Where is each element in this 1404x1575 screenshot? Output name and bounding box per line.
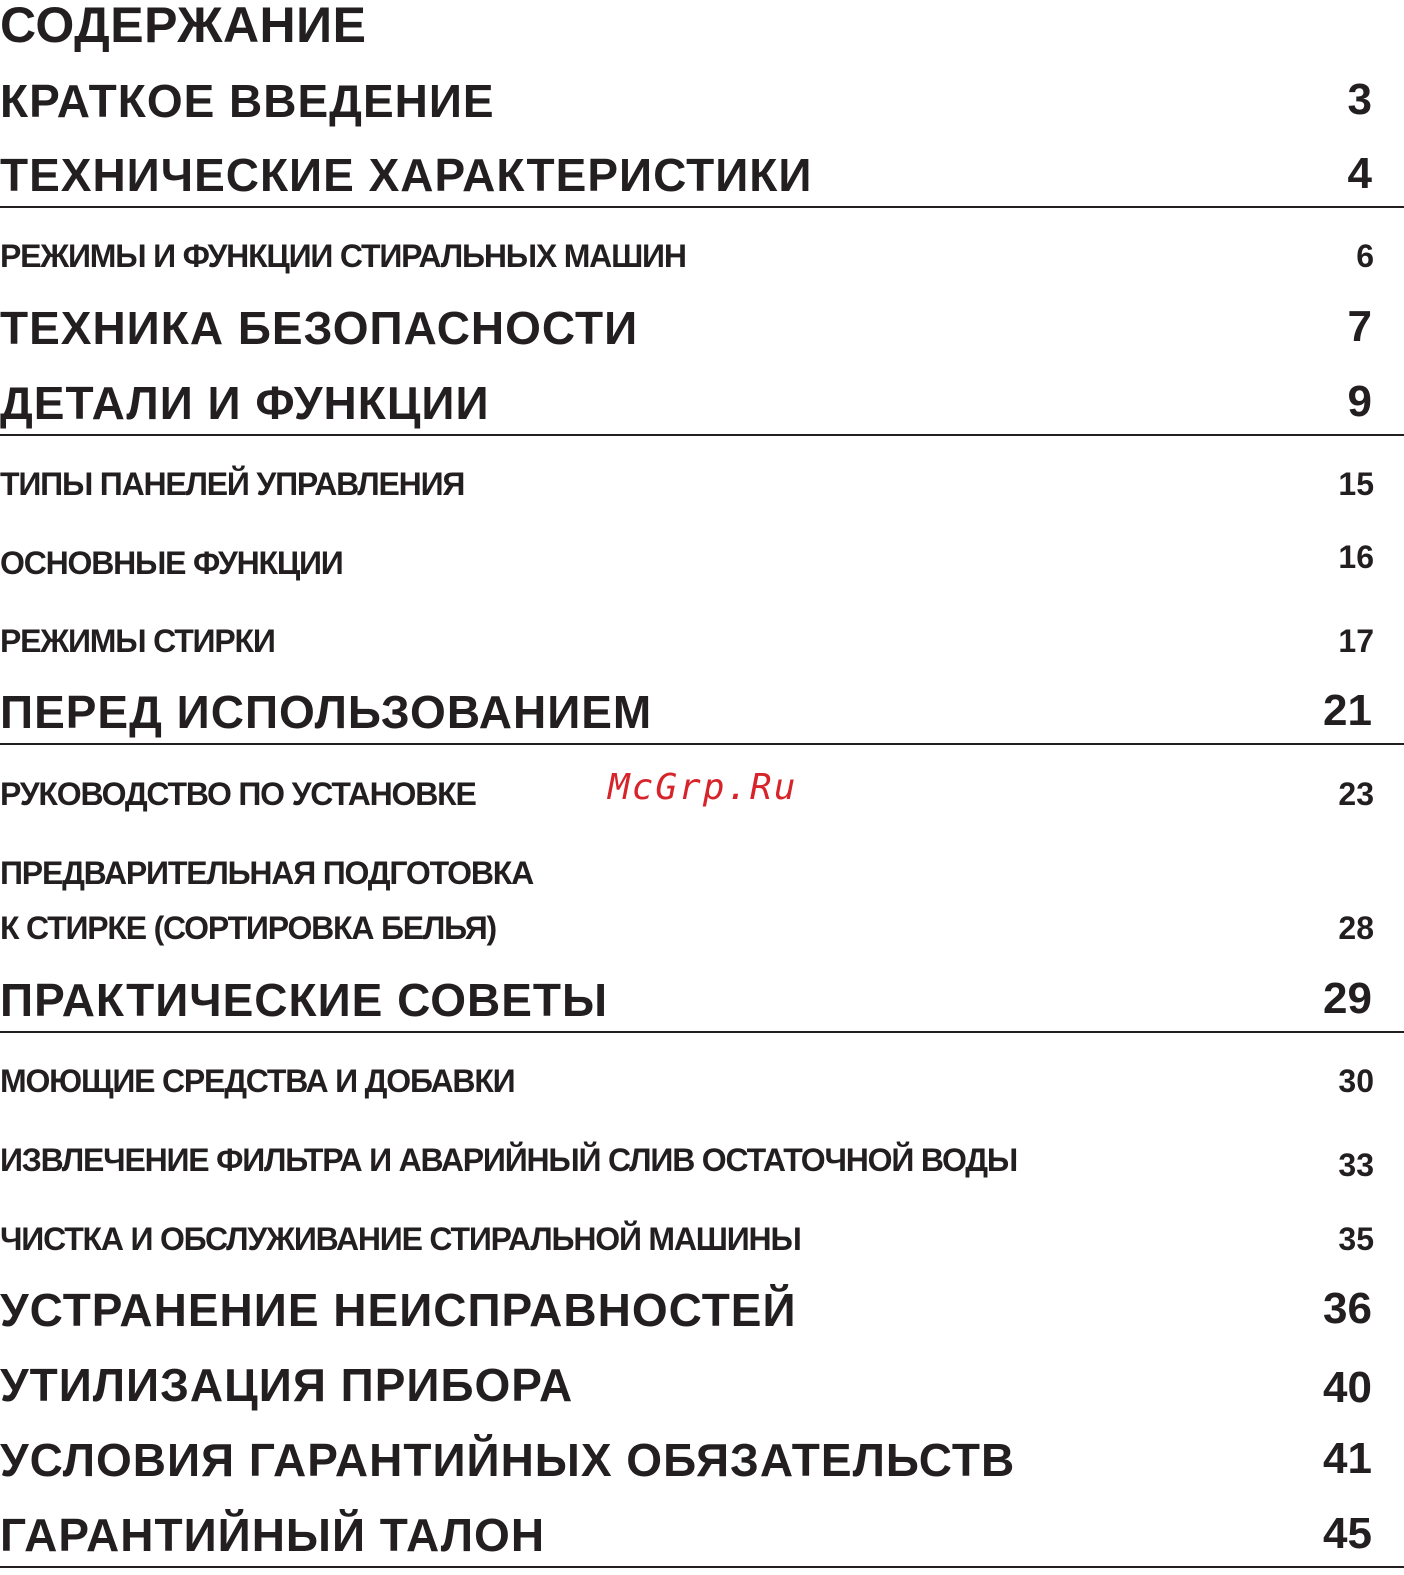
toc-entry-page[interactable]: 29 [1323, 974, 1372, 1023]
toc-entry-label[interactable]: ОСНОВНЫЕ ФУНКЦИИ [0, 545, 343, 581]
toc-entry-label[interactable]: ТЕХНИЧЕСКИЕ ХАРАКТЕРИСТИКИ [0, 149, 813, 201]
toc-entry-page[interactable]: 35 [1338, 1221, 1374, 1257]
toc-entry-page[interactable]: 9 [1347, 377, 1372, 426]
toc-entry-label[interactable]: ЧИСТКА И ОБСЛУЖИВАНИЕ СТИРАЛЬНОЙ МАШИНЫ [0, 1221, 801, 1257]
toc-entry-page[interactable]: 4 [1347, 149, 1372, 198]
toc-entry-page[interactable]: 16 [1338, 539, 1374, 575]
section-divider [0, 1566, 1404, 1568]
toc-entry-label[interactable]: ПЕРЕД ИСПОЛЬЗОВАНИЕМ [0, 686, 653, 738]
section-divider [0, 206, 1404, 208]
toc-entry-label[interactable]: ГАРАНТИЙНЫЙ ТАЛОН [0, 1509, 546, 1561]
section-divider [0, 434, 1404, 436]
toc-entry-label[interactable]: УСТРАНЕНИЕ НЕИСПРАВНОСТЕЙ [0, 1284, 797, 1336]
toc-entry-label[interactable]: ТИПЫ ПАНЕЛЕЙ УПРАВЛЕНИЯ [0, 466, 465, 502]
toc-entry-page[interactable]: 41 [1323, 1434, 1372, 1483]
toc-entry-label[interactable]: ДЕТАЛИ И ФУНКЦИИ [0, 377, 490, 429]
toc-entry-label[interactable]: РЕЖИМЫ СТИРКИ [0, 623, 275, 659]
toc-entry-page[interactable]: 17 [1338, 623, 1374, 659]
toc-entry-label[interactable]: ИЗВЛЕЧЕНИЕ ФИЛЬТРА И АВАРИЙНЫЙ СЛИВ ОСТАТОЧНОЙ ВОДЫ [0, 1142, 1017, 1178]
toc-entry-label-continued[interactable]: К СТИРКЕ (СОРТИРОВКА БЕЛЬЯ) [0, 910, 497, 946]
toc-entry-page[interactable]: 21 [1323, 686, 1372, 735]
toc-entry-label[interactable]: ТЕХНИКА БЕЗОПАСНОСТИ [0, 302, 639, 354]
toc-entry-page[interactable]: 33 [1338, 1147, 1374, 1183]
page-title: СОДЕРЖАНИЕ [0, 0, 367, 53]
toc-entry-label[interactable]: РУКОВОДСТВО ПО УСТАНОВКЕ [0, 776, 476, 812]
toc-entry-page[interactable]: 28 [1338, 910, 1374, 946]
toc-entry-page[interactable]: 6 [1356, 238, 1374, 274]
section-divider [0, 1031, 1404, 1033]
toc-entry-label[interactable]: УСЛОВИЯ ГАРАНТИЙНЫХ ОБЯЗАТЕЛЬСТВ [0, 1434, 1016, 1486]
toc-entry-label[interactable]: РЕЖИМЫ И ФУНКЦИИ СТИРАЛЬНЫХ МАШИН [0, 238, 686, 274]
toc-entry-page[interactable]: 36 [1323, 1284, 1372, 1333]
toc-entry-label[interactable]: УТИЛИЗАЦИЯ ПРИБОРА [0, 1359, 574, 1411]
toc-entry-page[interactable]: 30 [1338, 1063, 1374, 1099]
section-divider [0, 743, 1404, 745]
toc-entry-page[interactable]: 23 [1338, 776, 1374, 812]
toc-entry-label[interactable]: КРАТКОЕ ВВЕДЕНИЕ [0, 75, 495, 127]
toc-entry-page[interactable]: 15 [1338, 466, 1374, 502]
watermark: McGrp.Ru [608, 767, 798, 808]
toc-entry-page[interactable]: 7 [1347, 302, 1372, 351]
toc-entry-page[interactable]: 3 [1347, 75, 1372, 124]
toc-entry-label[interactable]: МОЮЩИЕ СРЕДСТВА И ДОБАВКИ [0, 1063, 515, 1099]
toc-entry-label[interactable]: ПРАКТИЧЕСКИЕ СОВЕТЫ [0, 974, 609, 1026]
toc-entry-page[interactable]: 45 [1323, 1509, 1372, 1558]
toc-entry-label[interactable]: ПРЕДВАРИТЕЛЬНАЯ ПОДГОТОВКА [0, 855, 533, 891]
toc-entry-page[interactable]: 40 [1323, 1363, 1372, 1412]
